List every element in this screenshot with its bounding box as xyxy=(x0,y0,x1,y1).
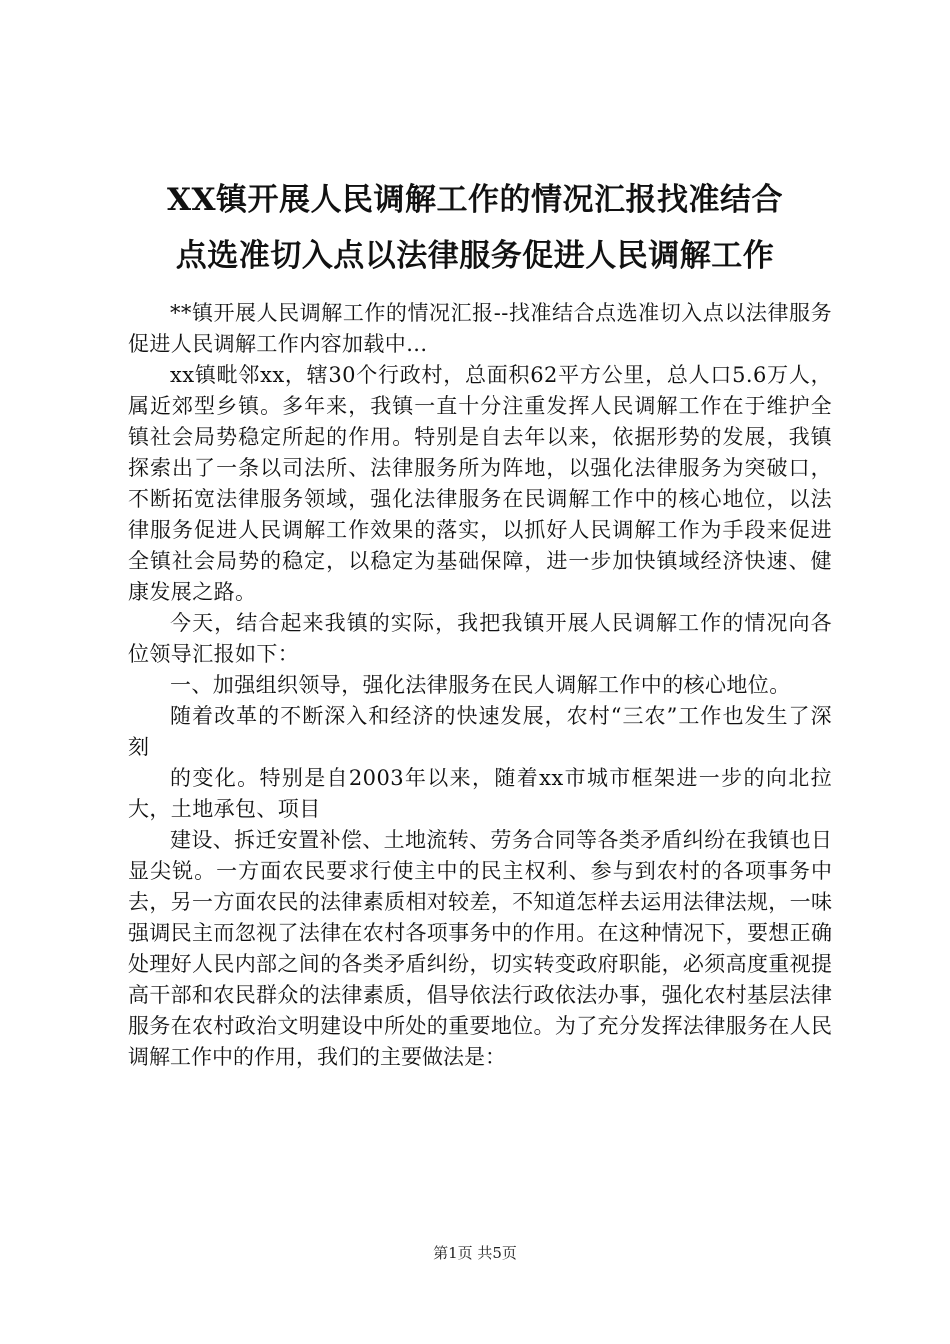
document-body xyxy=(128,298,832,1073)
paragraph-conflicts: 建设、拆迁安置补偿、土地流转、劳务合同等各类矛盾纠纷在我镇也日显尖锐。一方面农民要求行使主中的民主权利、参与到农村的各项事务中去，另一方面农民的法律素质相对较差，不知道怎样去运用法律法规，一味强调民主而忽视了法律在农村各项事务中的作用。在这种情况下，要想正确处理好人民内部之间的各类矛盾纠纷，切实转变政府职能，必须高度重视提高干部和农民群众的法律素质，倡导依法行政依法办事，强化农村基层法律服务在农村政治文明建设中所处的重要地位。为了充分发挥法律服务在人民调解工作中的作用，我们的主要做法是： xyxy=(128,828,832,1069)
paragraph-intro: **镇开展人民调解工作的情况汇报--找准结合点选准切入点以法律服务促进人民调解工作内容加载中... xyxy=(128,301,832,356)
title-line-1: XX镇开展人民调解工作的情况汇报找准结合 xyxy=(166,182,784,218)
paragraph-report-lead: 今天，结合起来我镇的实际，我把我镇开展人民调解工作的情况向各位领导汇报如下： xyxy=(128,611,832,666)
page-number-footer: 第1页 共5页 xyxy=(433,1244,517,1262)
section-heading-1: 一、加强组织领导，强化法律服务在民人调解工作中的核心地位。 xyxy=(170,673,791,697)
paragraph-changes: 的变化。特别是自2003年以来，随着xx市城市框架进一步的向北拉大，土地承包、项目 xyxy=(128,766,832,821)
paragraph-reform: 随着改革的不断深入和经济的快速发展，农村“三农”工作也发生了深刻 xyxy=(128,704,832,759)
document-title xyxy=(120,172,830,284)
paragraph-overview: xx镇毗邻xx，辖30个行政村，总面积62平方公里，总人口5.6万人，属近郊型乡镇。多年来，我镇一直十分注重发挥人民调解工作在于维护全镇社会局势稳定所起的作用。特别是自去年以来，依据形势的发展，我镇探索出了一条以司法所、法律服务所为阵地，以强化法律服务为突破口，不断拓宽法律服务领域，强化法律服务在民调解工作中的核心地位，以法律服务促进人民调解工作效果的落实，以抓好人民调解工作为手段来促进全镇社会局势的稳定，以稳定为基础保障，进一步加快镇域经济快速、健康发展之路。 xyxy=(128,363,832,604)
title-line-2: 点选准切入点以法律服务促进人民调解工作 xyxy=(175,238,775,274)
